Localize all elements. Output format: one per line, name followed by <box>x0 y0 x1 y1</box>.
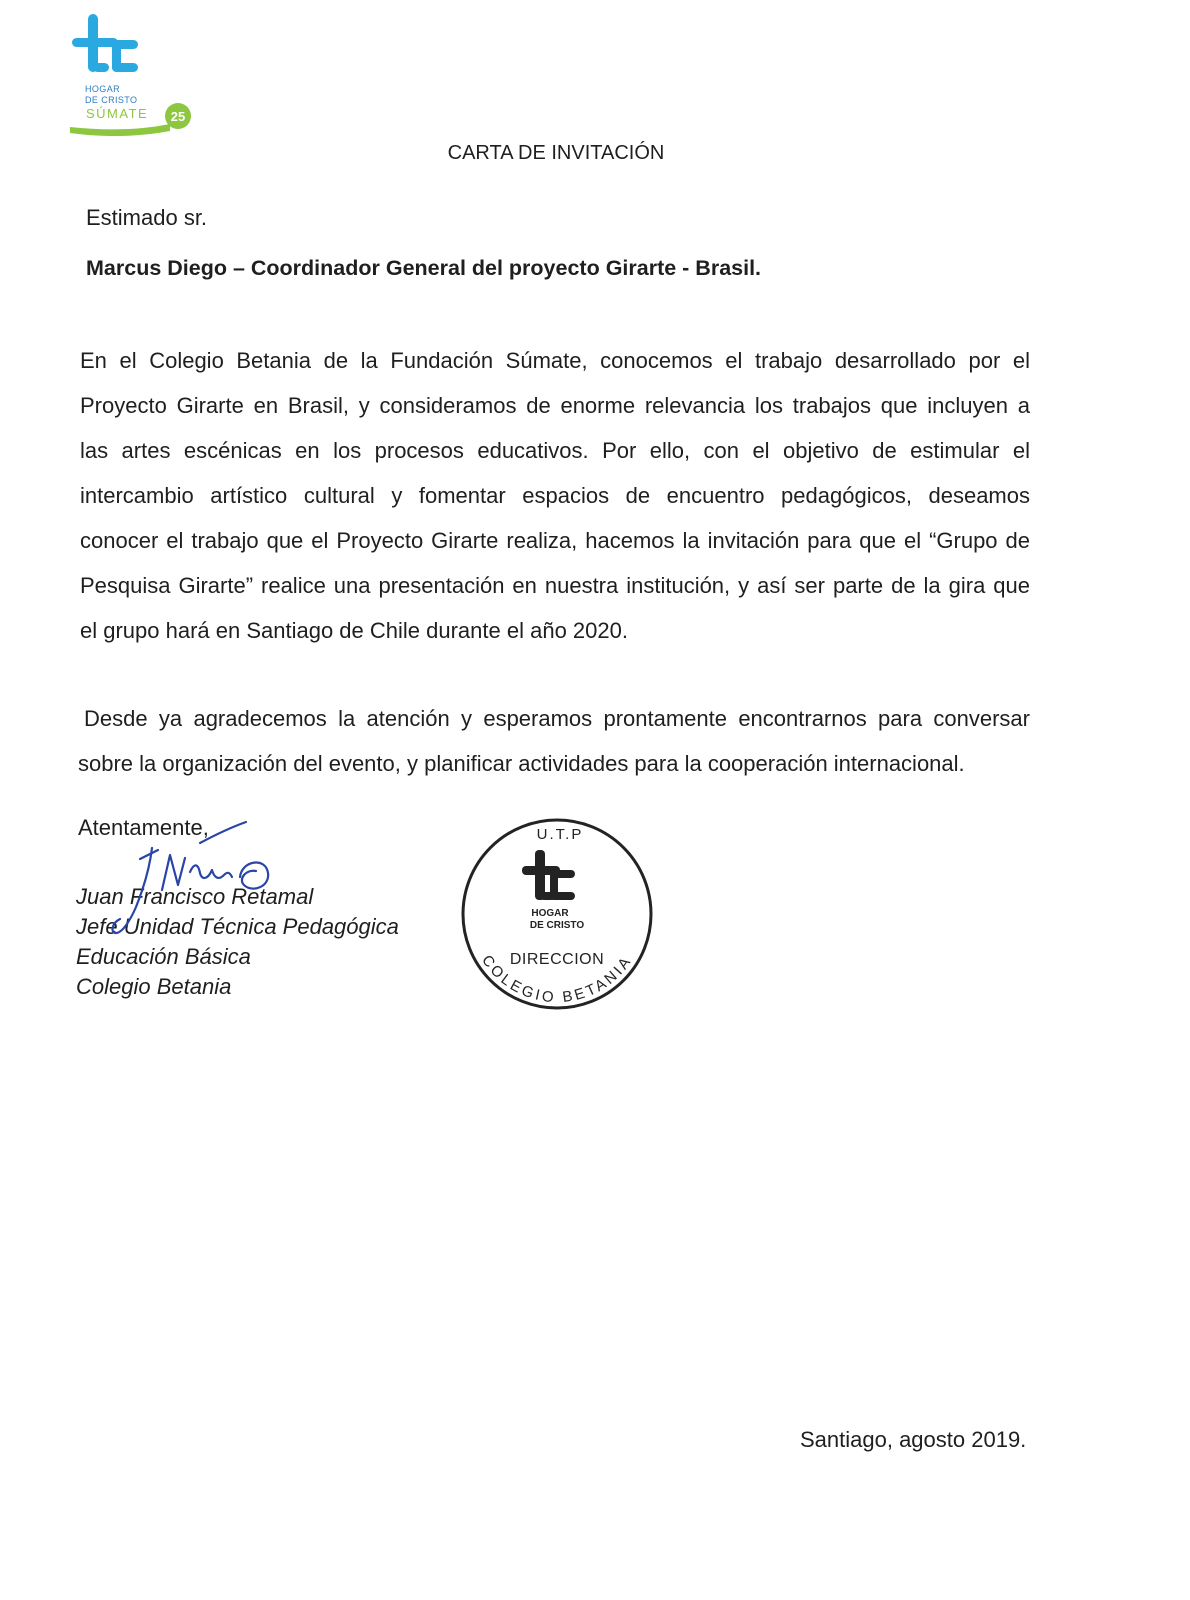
signatory-institution: Colegio Betania <box>76 974 232 999</box>
paragraph-line: las artes escénicas en los procesos educativos. Por ello, con el objetivo de estimular el <box>80 438 1030 463</box>
signature-flourish <box>200 822 246 843</box>
paragraph-line: Desde ya agradecemos la atención y esperamos prontamente encontrarnos para conversar <box>84 706 1030 731</box>
signature-loop <box>240 862 268 888</box>
paragraph-line: En el Colegio Betania de la Fundación Súmate, conocemos el trabajo desarrollado por el <box>80 348 1030 373</box>
logo-anniversary-number: 25 <box>170 109 186 124</box>
logo-org-line-1: HOGAR <box>85 84 121 94</box>
logo-green-swoosh <box>70 124 170 136</box>
paragraph-line: Proyecto Girarte en Brasil, y consideramos de enorme relevancia los trabajos que incluyen a <box>80 393 1030 418</box>
stamp-center-text: DIRECCION <box>509 951 605 968</box>
stamp-ring-text: COLEGIO BETANIA <box>478 952 636 1007</box>
logo-t-hook-stroke <box>93 63 109 72</box>
tc-cross-logo-icon <box>72 14 138 72</box>
paragraph-line: conocer el trabajo que el Proyecto Girarte realiza, hacemos la invitación para que el “Grupo de <box>80 528 1030 553</box>
signatory-name: Juan Francisco Retamal <box>76 884 314 909</box>
signature-squiggle <box>190 865 232 878</box>
stamp-logo-c-bottom <box>550 892 575 900</box>
logo-c-bottom-stroke <box>112 63 138 72</box>
logo-t-cross-stroke <box>72 38 118 47</box>
paragraph-line: el grupo hará en Santiago de Chile durante el año 2020. <box>80 618 628 643</box>
logo-org-line-2: DE CRISTO <box>85 95 138 105</box>
body-paragraph-1 <box>80 338 1030 653</box>
paragraph-line: sobre la organización del evento, y planificar actividades para la cooperación internacional. <box>78 751 965 776</box>
stamp-tc-logo-icon <box>522 850 575 900</box>
logo-campaign-text: SÚMATE <box>86 106 149 121</box>
closing: Atentamente, <box>78 815 209 840</box>
signature-j-stroke <box>113 848 152 933</box>
signatory-department: Educación Básica <box>76 944 251 969</box>
body-paragraph-2 <box>78 696 1030 786</box>
hogar-de-cristo-logo <box>66 10 202 136</box>
handwritten-signature <box>100 815 280 945</box>
greeting: Estimado sr. <box>86 205 208 230</box>
stamp-org-line-1: HOGAR <box>531 908 569 919</box>
paragraph-line: intercambio artístico cultural y fomentar espacios de encuentro pedagógicos, deseamos <box>80 483 1030 508</box>
place-and-date: Santiago, agosto 2019. <box>800 1427 1027 1452</box>
letter-title: CARTA DE INVITACIÓN <box>447 142 665 164</box>
stamp-org-line-2: DE CRISTO <box>529 920 585 931</box>
paragraph-line: Pesquisa Girarte” realice una presentación en nuestra institución, y así ser parte de la gira que <box>80 573 1030 598</box>
school-direction-stamp <box>457 814 657 1014</box>
signature-n-stroke <box>162 855 185 890</box>
signature-j-bar <box>140 850 158 859</box>
recipient-line: Marcus Diego – Coordinador General del proyecto Girarte - Brasil. <box>86 256 762 280</box>
signatory-position: Jefe Unidad Técnica Pedagógica <box>76 914 399 939</box>
stamp-top-text: U.T.P <box>536 826 584 843</box>
